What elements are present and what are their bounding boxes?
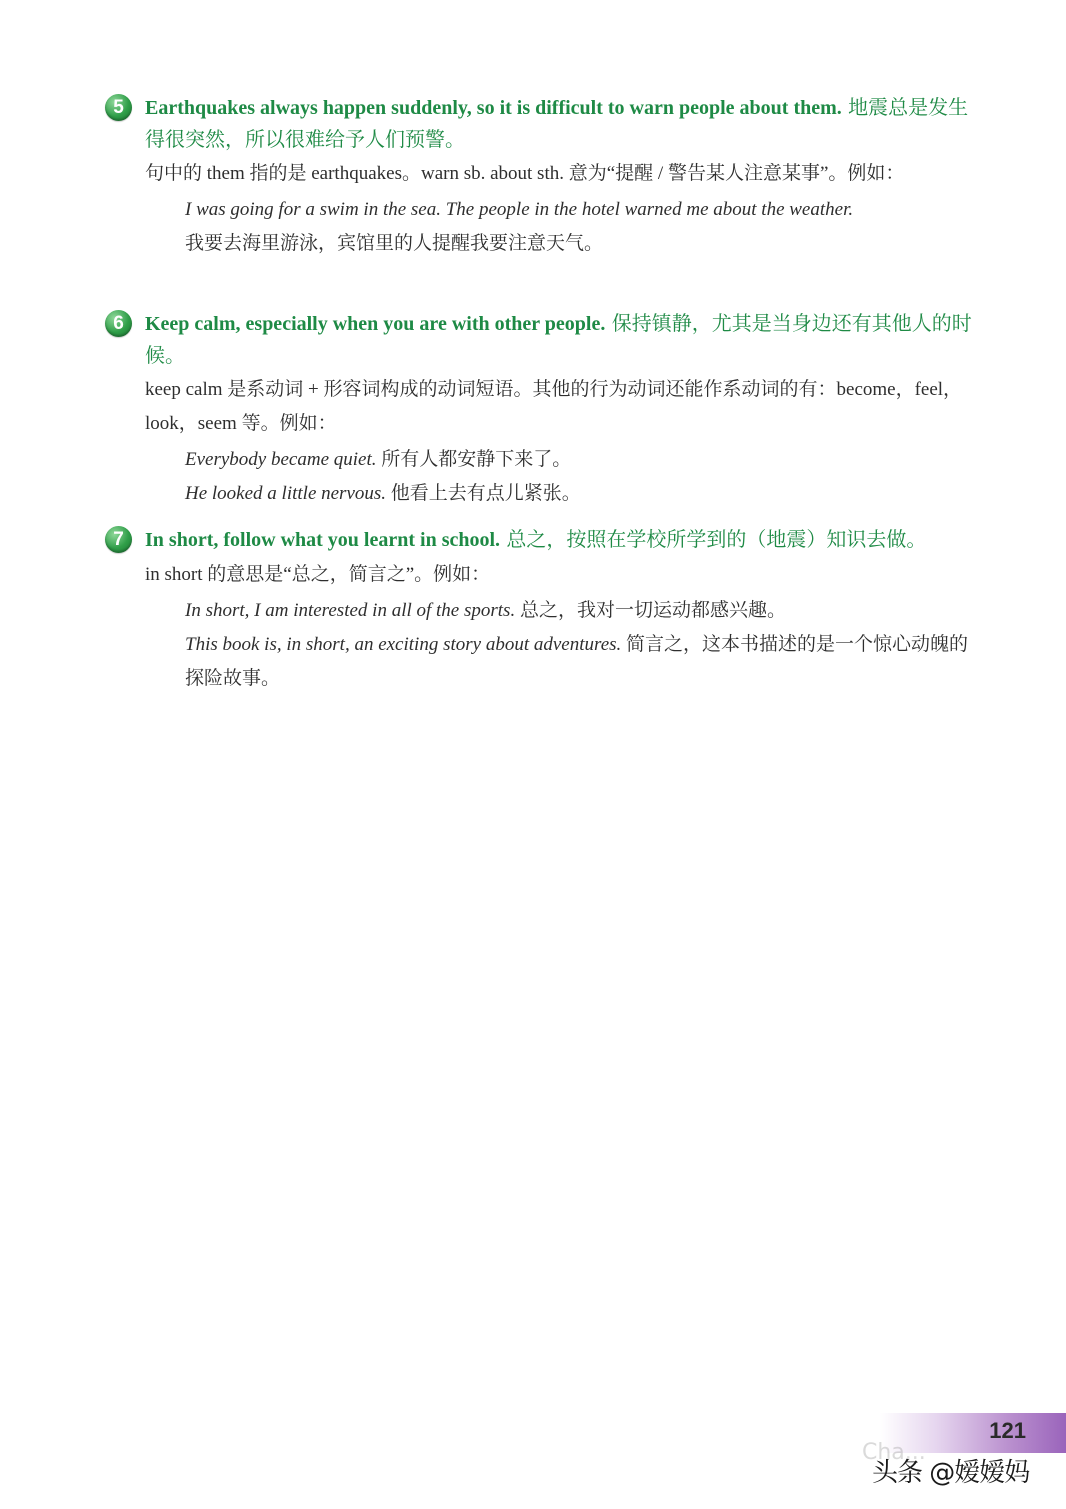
- example-chinese: 我要去海里游泳，宾馆里的人提醒我要注意天气。: [185, 233, 604, 254]
- item-body: [145, 92, 980, 261]
- example-sentence: [185, 477, 980, 511]
- example-english: In short, I am interested in all of the sports.: [185, 600, 516, 621]
- heading-chinese: 保持镇静，尤其是当身边还有其他人的时候。: [145, 311, 972, 367]
- item-body: [145, 308, 980, 511]
- example-list: [185, 193, 980, 261]
- explanation-text: in short 的意思是“总之，简言之”。例如：: [145, 564, 491, 585]
- item-number-badge: 6: [105, 310, 132, 337]
- source-watermark: 头条 @嫒嫒妈: [872, 1458, 1030, 1488]
- item-heading: [145, 308, 980, 371]
- heading-chinese: 总之，按照在学校所学到的（地震）知识去做。: [506, 527, 927, 551]
- example-sentence: [185, 628, 980, 696]
- example-english: This book is, in short, an exciting story about adventures.: [185, 634, 622, 655]
- page-number: 121: [989, 1418, 1026, 1443]
- example-chinese: 简言之，这本书描述的是一个惊心动魄的探险故事。: [185, 634, 969, 689]
- example-sentence: [185, 594, 980, 628]
- example-english: Everybody became quiet.: [185, 449, 377, 470]
- item-body: [145, 524, 980, 696]
- explanation-text: keep calm 是系动词 + 形容词构成的动词短语。其他的行为动词还能作系动词的有：become，feel，look，seem 等。例如：: [145, 379, 963, 434]
- example-english: He looked a little nervous.: [185, 483, 387, 504]
- item-heading: [145, 524, 980, 556]
- example-english: I was going for a swim in the sea. The people in the hotel warned me about the weather.: [185, 199, 854, 220]
- note-item-5: [105, 92, 980, 261]
- faint-watermark: Cha...: [862, 1440, 926, 1465]
- example-chinese: 他看上去有点儿紧张。: [390, 483, 581, 504]
- example-sentence: [185, 443, 980, 477]
- item-number-badge: 7: [105, 526, 132, 553]
- example-chinese: 所有人都安静下来了。: [381, 449, 572, 470]
- heading-chinese: 地震总是发生得很突然，所以很难给予人们预警。: [145, 95, 969, 151]
- heading-english: Earthquakes always happen suddenly, so it is difficult to warn people about them.: [145, 97, 842, 119]
- item-heading: [145, 92, 980, 155]
- note-item-6: [105, 308, 980, 511]
- example-list: [185, 594, 980, 696]
- note-item-7: [105, 524, 980, 696]
- example-chinese: 总之，我对一切运动都感兴趣。: [519, 600, 786, 621]
- example-list: [185, 443, 980, 511]
- explanation-text: 句中的 them 指的是 earthquakes。warn sb. about sth. 意为“提醒 / 警告某人注意某事”。例如：: [145, 163, 905, 184]
- example-sentence: [185, 193, 980, 261]
- item-number-badge: 5: [105, 94, 132, 121]
- heading-english: Keep calm, especially when you are with other people.: [145, 313, 606, 335]
- heading-english: In short, follow what you learnt in school.: [145, 529, 501, 551]
